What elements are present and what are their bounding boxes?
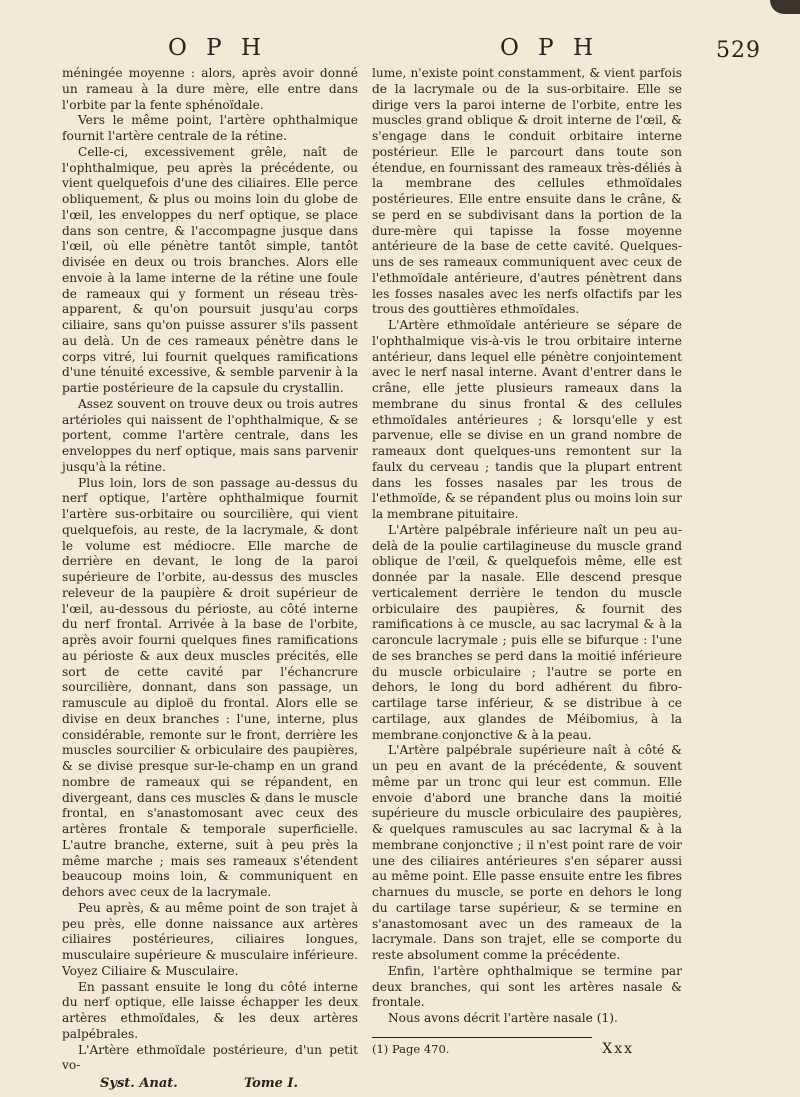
left-paragraphs	[62, 66, 358, 1074]
left-column	[62, 66, 358, 1092]
running-head-left: O P H	[168, 35, 268, 61]
page-number: 529	[716, 38, 761, 63]
page-corner-tab	[770, 0, 800, 14]
footnote-rule	[372, 1037, 592, 1038]
paragraph: Assez souvent on trouve deux ou trois autres artérioles qui naissent de l'ophthalmique, & se portent, comme l'artère centrale, dans les enveloppes du nerf optique, mais sans parvenir jusqu'à la rétine.	[62, 396, 358, 474]
paragraph: Plus loin, lors de son passage au-dessus du nerf optique, l'artère ophthalmique fournit l'artère sus-orbitaire ou sourcilière, qui vient quelquefois, au reste, de la lacrymale, & dont le volume est médiocre. Elle marche de derrière en devant, le long de la paroi supérieure de l'orbite, au-dessus des muscles releveur de la paupière & droit supérieur de l'œil, au-dessous du périoste, au côté interne du nerf frontal. Arrivée à la base de l'orbite, après avoir fourni quelques fines ramifications au périoste & aux deux muscles précités, elle sort de cette cavité par l'échancrure sourcilière, donnant, dans son passage, un ramuscule au diploë du frontal. Alors elle se divise en deux branches : l'une, interne, plus considérable, remonte sur le front, derrière les muscles sourcilier & orbiculaire des paupières, & se divise presque sur-le-champ en un grand nombre de rameaux qui se répandent, en divergeant, dans ces muscles & dans le muscle frontal, en s'anastomosant avec ceux des artères frontale & temporale superficielle. L'autre branche, externe, suit à peu près la même marche ; mais ses rameaux s'étendent beaucoup moins loin, & communiquent en dehors avec ceux de la lacrymale.	[62, 475, 358, 899]
footnote-line	[372, 1042, 682, 1058]
paragraph: méningée moyenne : alors, après avoir donné un rameau à la dure mère, elle entre dans l'orbite par la fente sphénoïdale.	[62, 66, 358, 112]
paragraph: Enfin, l'artère ophthalmique se termine par deux branches, qui sont les artères nasale & frontale.	[372, 963, 682, 1010]
paragraph: L'Artère palpébrale inférieure naît un peu au-delà de la poulie cartilagineuse du muscle grand oblique de l'œil, & quelquefois même, elle est donnée par la nasale. Elle descend presque verticalement derrière le tendon du muscle orbiculaire des paupières, & fournit des ramifications à ce muscle, au sac lacrymal & à la caroncule lacrymale ; puis elle se bifurque : l'une de ses branches se perd dans la moitié inférieure du muscle orbiculaire ; l'autre se porte en dehors, le long du bord adhérent du fibro-cartilage tarse inférieur, & se distribue à ce cartilage, aux glandes de Méibomius, à la membrane conjonctive & à la peau.	[372, 522, 682, 742]
paragraph: Celle-ci, excessivement grêle, naît de l'ophthalmique, peu après la précédente, ou vient quelquefois d'une des ciliaires. Elle perce obliquement, & plus ou moins loin du globe de l'œil, les enveloppes du nerf optique, se place dans son centre, & l'accompagne jusque dans l'œil, où elle pénètre tantôt simple, tantôt divisée en deux ou trois branches. Alors elle envoie à la lame interne de la rétine une foule de rameaux qui y forment un réseau très-apparent, & qu'on poursuit jusqu'au corps ciliaire, sans qu'on puisse assurer s'ils passent au delà. Un de ces rameaux pénètre dans le corps vitré, lui fournit quelques ramifications d'une ténuité excessive, & semble parvenir à la partie postérieure de la capsule du crystallin.	[62, 144, 358, 395]
paragraph: lume, n'existe point constamment, & vient parfois de la lacrymale ou de la sus-orbitaire. Elle se dirige vers la paroi interne de l'orbite, entre les muscles grand oblique & droit interne de l'œil, & s'engage dans le conduit orbitaire interne postérieur. Elle le parcourt dans toute son étendue, en fournissant des rameaux très-déliés à la membrane des cellules ethmoïdales postérieures. Elle entre ensuite dans le crâne, & se perd en se subdivisant dans la portion de la dure-mère qui tapisse la fosse moyenne antérieure de la base de cette cavité. Quelques-uns de ses rameaux communiquent avec ceux de l'ethmoïdale antérieure, d'autres pénètrent dans les fosses nasales avec les nerfs olfactifs par les trous des gouttières ethmoïdales.	[372, 66, 682, 317]
footnote: (1) Page 470.	[372, 1041, 450, 1056]
paragraph: En passant ensuite le long du côté interne du nerf optique, elle laisse échapper les deux artères ethmoïdales, & les deux artères palpébrales.	[62, 979, 358, 1041]
right-column	[372, 66, 682, 1058]
signature-line	[62, 1076, 358, 1092]
paragraph: Vers le même point, l'artère ophthalmique fournit l'artère centrale de la rétine.	[62, 113, 358, 143]
catchword: Xxx	[602, 1040, 634, 1057]
right-paragraphs	[372, 66, 682, 1027]
running-head-right: O P H	[500, 35, 600, 61]
signature-left: Syst. Anat.	[100, 1076, 178, 1091]
paragraph: L'Artère ethmoïdale antérieure se sépare de l'ophthalmique vis-à-vis le trou orbitaire interne antérieur, dans lequel elle pénètre conjointement avec le nerf nasal interne. Avant d'entrer dans le crâne, elle jette plusieurs rameaux dans la membrane du sinus frontal & des cellules ethmoïdales antérieures ; & lorsqu'elle y est parvenue, elle se divise en un grand nombre de rameaux dont quelques-uns remontent sur la faulx du cerveau ; tandis que la plupart entrent dans les fosses nasales par les trous de l'ethmoïde, & se répandent plus ou moins loin sur la membrane pituitaire.	[372, 318, 682, 521]
paragraph: L'Artère ethmoïdale postérieure, d'un petit vo-	[62, 1042, 358, 1073]
paragraph: Nous avons décrit l'artère nasale (1).	[388, 1011, 618, 1025]
paragraph: Peu après, & au même point de son trajet à peu près, elle donne naissance aux artères ciliaires postérieures, ciliaires longues, musculaire supérieure & musculaire inférieure. Voyez Ciliaire & Musculaire.	[62, 900, 358, 978]
paragraph: L'Artère palpébrale supérieure naît à côté & un peu en avant de la précédente, & souvent même par un tronc qui leur est commun. Elle envoie d'abord une branche dans la moitié supérieure du muscle orbiculaire des paupières, & quelques ramuscules au sac lacrymal & à la membrane conjonctive ; il n'est point rare de voir une des ciliaires antérieures s'en séparer aussi au même point. Elle passe ensuite entre les fibres charnues du muscle, se porte en dehors le long du cartilage tarse supérieur, & se termine en s'anastomosant avec un des rameaux de la lacrymale. Dans son trajet, elle se comporte du reste absolument comme la précédente.	[372, 743, 682, 962]
signature-right: Tome I.	[243, 1076, 298, 1091]
